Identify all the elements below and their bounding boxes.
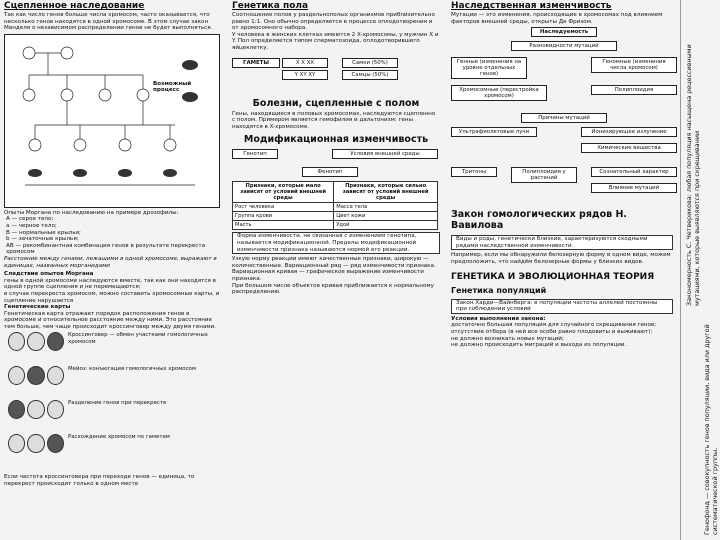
table-row [233, 203, 438, 212]
sex-linked-text: Гены, находящиеся в половых хромосомах, наследуются сцепленно с полом. Примером является гемофилия и дальтонизм: гены находятся в X-хромосоме. [232, 110, 436, 130]
table-header: Признаки, которые сильно зависят от условий внешней среды [334, 182, 438, 203]
cell-label: Мейоз: конъюгация гомологичных хромосом [68, 366, 196, 373]
cell [8, 366, 25, 385]
cell [47, 434, 64, 453]
tree-box: Геномные (изменения числа хромосом) [591, 57, 677, 73]
phenotype-box: Фенотип [302, 167, 358, 177]
linked-inheritance-title: Сцепленное наследование [4, 1, 145, 11]
column-linked-inheritance [0, 0, 224, 540]
cell-row [8, 434, 64, 456]
table-header: Признаки, которые мало зависят от условий внешней среды [233, 182, 334, 203]
tree-box: Сознательный характер [591, 167, 677, 177]
conditions-list [447, 322, 677, 348]
hardy-weinberg-text: Закон Харди—Вайнберга: в популяции частоты аллелей постоянны при соблюдении условий [451, 299, 673, 314]
genetic-maps-text: Генетическая карта отражает порядок расположения генов в хромосоме и относительное расстояние между ними. Это расстояние тем больше, чем чаще происходит кроссинговер между двумя генами. [4, 310, 216, 330]
tree-box: Влияние мутаций [591, 183, 677, 193]
side-notes [680, 0, 720, 540]
sex-genetics-title: Генетика пола [232, 1, 309, 11]
cell-row [8, 366, 64, 388]
vavilov-text: Виды и роды, генетически близкие, характеризуются сходными рядами наследственной изменчивости. [451, 235, 673, 250]
legend-female: Самки (50%) [342, 58, 398, 68]
table-cell: Цвет кожи [334, 212, 438, 221]
tree-box: Ультрафиолетовые лучи [451, 127, 537, 137]
column-hereditary-variation [447, 0, 677, 540]
gamete-table-block [232, 54, 440, 94]
cell-label: Разделение генов при перекресте [68, 400, 167, 407]
sex-genetics-intro: Соотношение полов у раздельнополых организмов приблизительно равно 1:1. Оно обычно определяется в процессе оплодотворения и от хромосомного набора. [232, 12, 435, 32]
morgan-conclusion-title: Следствие опытов Моргана [4, 271, 94, 278]
table-cell: Группа крови [233, 212, 334, 221]
sex-text: У человека в женских клетках имеются 2 X-хромосомы, у мужчин X и Y. Пол определяется типом сперматозоида, оплодотворившего яйцеклетку. [232, 31, 439, 51]
tree-box: Полиплоидия [591, 85, 677, 95]
legend-male: Самцы (50%) [342, 70, 398, 80]
tree-box: Химические вещества [581, 143, 677, 153]
morgan-cross-svg [5, 35, 219, 207]
modification-title: Модификационная изменчивость [243, 134, 429, 146]
condition-item: • отсутствие отбора (в ней все особи равно плодовиты и выживают); [451, 329, 673, 336]
table-header-row [233, 182, 438, 203]
cell [8, 434, 25, 453]
cell [27, 332, 44, 351]
table-row [233, 221, 438, 230]
cell-row [8, 332, 64, 354]
variation-text: Узкую норму реакции имеют качественные признаки, широкую — количественные. Вариационный ряд — ряд изменчивости признака. Вариационная кривая — графическое выражение изменчивости признака. [232, 256, 436, 282]
cell [27, 400, 44, 419]
cell [27, 434, 44, 453]
linked-inheritance-intro: Так как число генов больше числа хромосом, часто оказывается, что несколько генов находятся в одной хромосоме. В этом случае закон Менделя о независимом распределении генов не будет выполняться. [4, 12, 213, 32]
cell [8, 400, 25, 419]
morgan-point: • в случае перекреста хромосом, можно составить хромосомные карты, и сцепление нарушается [4, 291, 220, 304]
allele-item: b — зачаточные крылья; [6, 236, 79, 243]
genetic-maps-title: Генетические карты [4, 304, 71, 311]
tree-box: Ионизирующее излучение [581, 127, 677, 137]
condition-item: • достаточно большая популяция для случайного скрещивания генов; [451, 322, 673, 329]
table-cell: Масть [233, 221, 334, 230]
table-cell: Масса тела [334, 203, 438, 212]
gene-pool-definition: Генофонд — совокупность генов популяции, вида или другой систематической группы. [703, 324, 719, 535]
allele-list [0, 216, 224, 256]
tree-box: Причины мутаций [521, 113, 607, 123]
tree-box: Хромосомные (перестройка хромосом) [451, 85, 547, 101]
allele-item: a — черное тело; [6, 222, 57, 229]
tree-box: Генные (изменения на уровне отдельных генов) [451, 57, 527, 79]
gamete-header: ГАМЕТЫ [232, 58, 280, 68]
cell-row [8, 400, 64, 422]
variation-text-2: При большом числе объектов кривая приближается к нормальному распределению. [232, 282, 434, 296]
allele-item: A — серое тело; [6, 216, 54, 223]
conditions-title: Условия выполнения закона: [451, 315, 546, 322]
morgan-caption: Опыты Моргана по наследованию на примере дрозофилы: [4, 209, 179, 216]
table-row [233, 212, 438, 221]
morgan-points [0, 278, 224, 304]
gamete-row: Y XY XY [282, 70, 328, 80]
cell [8, 332, 25, 351]
morgan-note: Расстояние между генами, лежащими в одной хромосоме, выражают в единицах, названных морганидами [4, 255, 217, 269]
allele-item: B — нормальные крылья; [6, 229, 81, 236]
environment-box: Условия внешней среды [332, 149, 438, 159]
allele-item: АВ — рекомбинантная комбинация генов в результате перекреста хромосом [6, 242, 206, 256]
chetverikov-law: Закономерность С. Четверикова: любая популяция насыщена рецессивными мутациями, которые выявляются при скрещивании [685, 44, 701, 306]
population-title: Генетика популяций [451, 285, 547, 295]
tree-box: Тритоны [451, 167, 497, 177]
tree-title: Наследуемость [531, 27, 597, 37]
table-cell: Удой [334, 221, 438, 230]
hereditary-title: Наследственная изменчивость [451, 1, 612, 11]
condition-item: • не должно происходить миграций и выхода из популяции. [451, 342, 673, 349]
genotype-box: Генотип [232, 149, 278, 159]
mutation-tree [451, 27, 673, 205]
norm-text: Форма изменчивости, не связанная с изменением генотипа, называется модификационной. Пределы модификационной изменчивости признака называются нормой его реакции. [232, 232, 440, 254]
morgan-diagram [4, 34, 220, 208]
gamete-row: X X XX [282, 58, 328, 68]
cell [47, 332, 64, 351]
cell [27, 366, 44, 385]
crossover-footer: Если частота кроссинговера при переходе генов — единица, то перекрест происходит только в одном месте [4, 474, 195, 488]
table-cell: Рост человека [233, 203, 334, 212]
modification-diagram [232, 149, 440, 179]
morgan-point: • гены в одной хромосоме наследуются вместе, так как они находятся в одной группе сцепления и не перемещаются; [4, 278, 220, 291]
tree-box: Полиплоидия у растений [511, 167, 577, 183]
tree-box: Разновидности мутаций [511, 41, 617, 51]
vavilov-text-2: Например, если мы обнаружили белозерную форму в одном виде, можем предположить, что найдём белозерные формы у близких видов. [451, 252, 671, 265]
evolution-title: ГЕНЕТИКА И ЭВОЛЮЦИОННАЯ ТЕОРИЯ [451, 271, 655, 282]
cell [47, 366, 64, 385]
cell-label: Расхождение хромосом по гаметам [68, 434, 170, 441]
hereditary-intro: Мутации — это изменения, происходящие в хромосомах под влиянием факторов внешней среды, открыты Де Фризом. [451, 12, 663, 25]
vavilov-title: Закон гомологических рядов Н. Вавилова [451, 209, 628, 232]
sex-linked-title: Болезни, сцепленные с полом [252, 97, 420, 109]
cell [47, 400, 64, 419]
crossover-panel [4, 332, 220, 472]
column-sex-genetics [228, 0, 444, 540]
modification-table [232, 181, 438, 230]
cell-label: Кроссинговер — обмен участками гомологичных хромосом [68, 332, 208, 345]
diagram-label: Возможный процесс [153, 80, 192, 93]
condition-item: • не должно возникать новых мутаций; [451, 336, 673, 343]
